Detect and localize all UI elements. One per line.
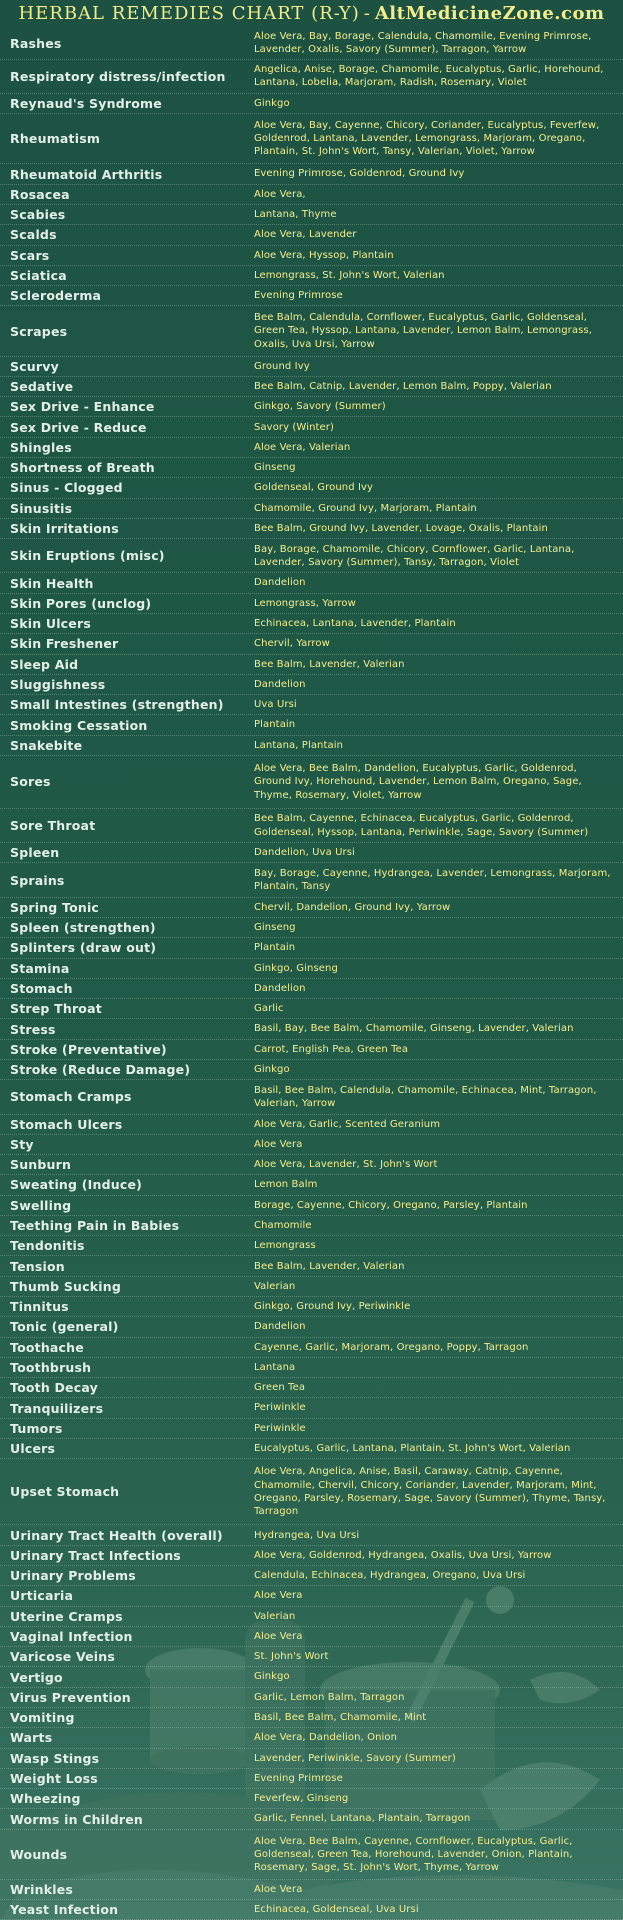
condition-name: Sex Drive - Reduce <box>10 419 147 435</box>
herb-list: Bee Balm, Lavender, Valerian <box>254 658 405 670</box>
herb-list: Lantana, Thyme <box>254 209 337 221</box>
herb-list: Bee Balm, Ground Ivy, Lavender, Lovage, Oxalis, Plantain <box>254 522 548 534</box>
herb-list: Basil, Bee Balm, Calendula, Chamomile, Echinacea, Mint, Tarragon, Valerian, Yarrow <box>254 1084 597 1109</box>
table-row <box>0 1155 623 1175</box>
herb-list: Plantain <box>254 719 296 731</box>
table-row <box>0 1277 623 1297</box>
table-row <box>0 377 623 397</box>
herb-list: Aloe Vera, <box>254 188 306 200</box>
herb-list: Ginkgo, Ground Ivy, Periwinkle <box>254 1301 411 1313</box>
herb-list: Garlic, Lemon Balm, Tarragon <box>254 1691 405 1703</box>
condition-name: Scars <box>10 247 50 263</box>
herb-list: Aloe Vera, Bay, Borage, Calendula, Chamomile, Evening Primrose, Lavender, Oxalis, Savory (Summer), Tarragon, Yarrow <box>254 31 592 56</box>
table-row <box>0 843 623 863</box>
condition-name: Urinary Problems <box>10 1568 136 1584</box>
herb-list: Chamomile <box>254 1219 312 1231</box>
herb-list: Cayenne, Garlic, Marjoram, Oregano, Poppy, Tarragon <box>254 1341 529 1353</box>
condition-name: Scalds <box>10 227 57 243</box>
table-row <box>0 1019 623 1039</box>
condition-name: Sinusitis <box>10 500 73 516</box>
herb-list: Aloe Vera <box>254 1630 303 1642</box>
table-row <box>0 478 623 498</box>
condition-name: Vomiting <box>10 1710 75 1726</box>
herb-list: Aloe Vera, Valerian <box>254 441 351 453</box>
table-row <box>0 1688 623 1708</box>
condition-name: Small Intestines (strengthen) <box>10 697 224 713</box>
herb-list: Dandelion <box>254 678 306 690</box>
herb-list: Garlic <box>254 1003 284 1015</box>
table-row <box>0 999 623 1019</box>
condition-name: Scurvy <box>10 358 59 374</box>
table-row <box>0 1080 623 1114</box>
herb-list: St. John's Wort <box>254 1651 329 1663</box>
condition-name: Sore Throat <box>10 818 96 834</box>
table-row <box>0 1546 623 1566</box>
condition-name: Rheumatoid Arthritis <box>10 166 163 182</box>
condition-name: Tension <box>10 1258 65 1274</box>
condition-name: Upset Stomach <box>10 1484 120 1500</box>
table-row <box>0 397 623 417</box>
table-row <box>0 918 623 938</box>
herb-list: Bee Balm, Cayenne, Echinacea, Eucalyptus, Garlic, Goldenrod, Goldenseal, Hyssop, Lantana, Periwinkle, Sage, Savory (Summer) <box>254 813 589 838</box>
table-row <box>0 959 623 979</box>
table-row <box>0 736 623 756</box>
herb-list: Calendula, Echinacea, Hydrangea, Oregano, Uva Ursi <box>254 1570 526 1582</box>
herb-list: Dandelion, Uva Ursi <box>254 847 355 859</box>
herb-list: Evening Primrose, Goldenrod, Ground Ivy <box>254 168 465 180</box>
herb-list: Angelica, Anise, Borage, Chamomile, Eucalyptus, Garlic, Horehound, Lantana, Lobelia, Marjoram, Radish, Rosemary, Violet <box>254 64 604 89</box>
table-row <box>0 246 623 266</box>
condition-name: Skin Freshener <box>10 636 119 652</box>
condition-name: Rheumatism <box>10 131 101 147</box>
condition-name: Scabies <box>10 207 66 223</box>
table-row <box>0 634 623 654</box>
condition-name: Urinary Tract Health (overall) <box>10 1527 223 1543</box>
table-row <box>0 1728 623 1748</box>
condition-name: Vertigo <box>10 1669 63 1685</box>
condition-name: Tumors <box>10 1420 63 1436</box>
condition-name: Wheezing <box>10 1791 81 1807</box>
condition-name: Varicose Veins <box>10 1649 116 1665</box>
herb-list: Dandelion <box>254 1321 306 1333</box>
table-row <box>0 1525 623 1545</box>
condition-name: Tinnitus <box>10 1299 69 1315</box>
condition-name: Skin Irritations <box>10 521 119 537</box>
herb-list: Goldenseal, Ground Ivy <box>254 482 374 494</box>
condition-name: Vaginal Infection <box>10 1629 133 1645</box>
condition-name: Snakebite <box>10 737 83 753</box>
table-row <box>0 1708 623 1728</box>
table-row <box>0 614 623 634</box>
table-row <box>0 594 623 614</box>
herb-list: Aloe Vera, Bee Balm, Cayenne, Cornflower, Eucalyptus, Garlic, Goldenseal, Green Tea, Horehound, Lavender, Onion, Plantain, Rosemary, Sage, St. John's Wort, Thyme, Yarrow <box>254 1835 573 1873</box>
herb-list: Bee Balm, Catnip, Lavender, Lemon Balm, Poppy, Valerian <box>254 380 552 392</box>
herb-list: Aloe Vera, Goldenrod, Hydrangea, Oxalis, Uva Ursi, Yarrow <box>254 1549 552 1561</box>
condition-name: Stamina <box>10 960 70 976</box>
table-row <box>0 1175 623 1195</box>
table-row <box>0 573 623 593</box>
herb-list: Bee Balm, Lavender, Valerian <box>254 1260 405 1272</box>
herb-list: Lavender, Periwinkle, Savory (Summer) <box>254 1752 456 1764</box>
condition-name: Smoking Cessation <box>10 717 148 733</box>
herb-list: Ginkgo <box>254 1064 290 1075</box>
condition-name: Skin Eruptions (misc) <box>10 548 165 564</box>
site-name: AltMedicineZone.com <box>374 3 605 24</box>
herb-list: Evening Primrose <box>254 1772 343 1784</box>
table-row <box>0 1566 623 1586</box>
table-row <box>0 1358 623 1378</box>
table-row <box>0 1378 623 1398</box>
herb-list: Echinacea, Lantana, Lavender, Plantain <box>254 618 456 629</box>
table-row <box>0 185 623 205</box>
herb-list: Aloe Vera, Garlic, Scented Geranium <box>254 1118 441 1130</box>
herb-list: Periwinkle <box>254 1422 306 1434</box>
herb-list: Lemongrass, St. John's Wort, Valerian <box>254 269 445 281</box>
table-row <box>0 499 623 519</box>
condition-name: Sluggishness <box>10 676 106 692</box>
condition-name: Uterine Cramps <box>10 1608 123 1624</box>
herb-list: Eucalyptus, Garlic, Lantana, Plantain, St. John's Wort, Valerian <box>254 1443 571 1455</box>
table-row <box>0 1586 623 1606</box>
condition-name: Sedative <box>10 379 74 395</box>
condition-name: Stroke (Reduce Damage) <box>10 1062 191 1078</box>
condition-name: Warts <box>10 1730 53 1746</box>
table-row <box>0 1236 623 1256</box>
condition-name: Tooth Decay <box>10 1380 98 1396</box>
table-row <box>0 1667 623 1687</box>
table-row <box>0 1256 623 1276</box>
condition-name: Skin Health <box>10 575 94 591</box>
condition-name: Weight Loss <box>10 1771 98 1786</box>
table-row <box>0 417 623 437</box>
table-row <box>0 809 623 843</box>
condition-name: Stroke (Preventative) <box>10 1041 167 1057</box>
condition-name: Spring Tonic <box>10 899 100 915</box>
condition-name: Skin Pores (unclog) <box>10 595 152 611</box>
herb-list: Ginseng <box>254 462 296 474</box>
condition-name: Teething Pain in Babies <box>10 1218 180 1234</box>
herb-list: Echinacea, Goldenseal, Uva Ursi <box>254 1904 419 1916</box>
condition-name: Urticaria <box>10 1588 74 1604</box>
herb-list: Chamomile, Ground Ivy, Marjoram, Plantain <box>254 502 477 514</box>
herb-list: Bay, Borage, Chamomile, Chicory, Cornflower, Garlic, Lantana, Lavender, Savory (Summer), Tansy, Tarragon, Violet <box>254 543 575 568</box>
table-row <box>0 114 623 164</box>
herb-list: Lemongrass <box>254 1240 316 1252</box>
condition-name: Sweating (Induce) <box>10 1177 143 1193</box>
table-row <box>0 519 623 539</box>
herb-list: Aloe Vera, Lavender <box>254 229 357 241</box>
condition-name: Sleep Aid <box>10 656 79 672</box>
herb-list: Bee Balm, Calendula, Cornflower, Eucalyptus, Garlic, Goldenseal, Green Tea, Hyssop, Lantana, Lavender, Lemon Balm, Lemongrass, Oxalis, Uva Ursi, Yarrow <box>254 312 592 350</box>
table-row <box>0 938 623 958</box>
table-row <box>0 1627 623 1647</box>
herb-list: Chervil, Yarrow <box>254 638 330 650</box>
condition-name: Worms in Children <box>10 1811 143 1827</box>
table-row <box>0 1439 623 1459</box>
table-row <box>0 1216 623 1236</box>
herb-list: Dandelion <box>254 577 306 589</box>
herb-list: Lantana, Plantain <box>254 739 344 751</box>
table-row <box>0 1060 623 1080</box>
herb-list: Lantana <box>254 1361 296 1373</box>
herb-list: Bay, Borage, Cayenne, Hydrangea, Lavender, Lemongrass, Marjoram, Plantain, Tansy <box>254 867 611 893</box>
table-row <box>0 898 623 918</box>
table-row <box>0 1398 623 1418</box>
condition-name: Stomach <box>10 980 73 996</box>
condition-name: Spleen <box>10 845 60 861</box>
table-row <box>0 1297 623 1317</box>
herb-list: Dandelion <box>254 982 306 994</box>
table-row <box>0 205 623 225</box>
herb-list: Feverfew, Ginseng <box>254 1793 349 1805</box>
table-row <box>0 1830 623 1880</box>
herb-list: Ginkgo <box>254 1671 290 1683</box>
condition-name: Skin Ulcers <box>10 616 91 632</box>
herb-list: Aloe Vera, Angelica, Anise, Basil, Caraway, Catnip, Cayenne, Chamomile, Chervil, Chicory, Coriander, Lavender, Marjoram, Mint, Oregano, Parsley, Rosemary, Sage, Savory (Summer), Thyme, Tansy, Tarragon <box>254 1466 606 1518</box>
table-row <box>0 357 623 377</box>
condition-name: Shortness of Breath <box>10 460 155 476</box>
table-row <box>0 756 623 809</box>
herb-list: Evening Primrose <box>254 290 343 302</box>
table-row <box>0 306 623 356</box>
condition-name: Splinters (draw out) <box>10 940 157 956</box>
herb-list: Ground Ivy <box>254 360 310 372</box>
table-row <box>0 539 623 573</box>
condition-name: Reynaud's Syndrome <box>10 96 162 112</box>
condition-name: Tendonitis <box>10 1238 85 1254</box>
title-separator: - <box>363 3 371 24</box>
remedy-table <box>0 28 623 1920</box>
table-row <box>0 28 623 60</box>
herb-list: Valerian <box>254 1280 296 1292</box>
herb-list: Basil, Bay, Bee Balm, Chamomile, Ginseng, Lavender, Valerian <box>254 1023 574 1035</box>
herb-list: Aloe Vera, Lavender, St. John's Wort <box>254 1159 438 1171</box>
herb-list: Aloe Vera, Dandelion, Onion <box>254 1732 398 1744</box>
condition-name: Swelling <box>10 1197 72 1213</box>
condition-name: Toothache <box>10 1339 84 1355</box>
herb-list: Aloe Vera <box>254 1590 303 1602</box>
herb-list: Ginkgo, Ginseng <box>254 962 338 974</box>
condition-name: Strep Throat <box>10 1001 102 1017</box>
condition-name: Tranquilizers <box>10 1400 104 1416</box>
chart-header <box>0 0 623 28</box>
herb-list: Garlic, Fennel, Lantana, Plantain, Tarragon <box>254 1813 471 1825</box>
table-row <box>0 286 623 306</box>
table-row <box>0 1338 623 1358</box>
condition-name: Scrapes <box>10 323 68 339</box>
condition-name: Wounds <box>10 1846 68 1862</box>
table-row <box>0 1317 623 1337</box>
condition-name: Sinus - Clogged <box>10 480 123 496</box>
condition-name: Wasp Stings <box>10 1750 100 1766</box>
herb-list: Aloe Vera <box>254 1883 303 1895</box>
table-row <box>0 1040 623 1060</box>
herb-list: Lemongrass, Yarrow <box>254 597 356 609</box>
table-row <box>0 1115 623 1135</box>
condition-name: Sciatica <box>10 267 67 283</box>
condition-name: Respiratory distress/infection <box>10 68 226 84</box>
condition-name: Ulcers <box>10 1441 56 1457</box>
table-row <box>0 675 623 695</box>
table-row <box>0 1789 623 1809</box>
table-row <box>0 94 623 114</box>
table-row <box>0 1419 623 1439</box>
table-row <box>0 164 623 184</box>
condition-name: Toothbrush <box>10 1360 92 1376</box>
table-row <box>0 1749 623 1769</box>
table-row <box>0 1769 623 1789</box>
table-row <box>0 715 623 735</box>
herb-list: Borage, Cayenne, Chicory, Oregano, Parsley, Plantain <box>254 1199 528 1211</box>
table-row <box>0 1900 623 1920</box>
condition-name: Sprains <box>10 872 65 888</box>
herb-list: Savory (Winter) <box>254 421 334 433</box>
herb-list: Hydrangea, Uva Ursi <box>254 1529 360 1541</box>
condition-name: Stomach Ulcers <box>10 1116 123 1132</box>
table-row <box>0 438 623 458</box>
table-row <box>0 863 623 897</box>
condition-name: Thumb Sucking <box>10 1278 122 1294</box>
table-row <box>0 1459 623 1525</box>
condition-name: Virus Prevention <box>10 1689 131 1705</box>
herb-list: Ginseng <box>254 922 296 934</box>
table-row <box>0 1809 623 1829</box>
table-row <box>0 1647 623 1667</box>
herb-list: Aloe Vera <box>254 1138 303 1150</box>
condition-name: Sex Drive - Enhance <box>10 399 155 415</box>
table-row <box>0 1607 623 1627</box>
herb-list: Periwinkle <box>254 1402 306 1414</box>
condition-name: Scleroderma <box>10 288 102 304</box>
herb-list: Chervil, Dandelion, Ground Ivy, Yarrow <box>254 901 451 913</box>
herb-list: Aloe Vera, Bay, Cayenne, Chicory, Coriander, Eucalyptus, Feverfew, Goldenrod, Lantana, Lavender, Lemongrass, Marjoram, Oregano, Plantain, St. John's Wort, Tansy, Valerian, Violet, Yarrow <box>254 120 600 158</box>
condition-name: Tonic (general) <box>10 1319 119 1335</box>
chart-title: HERBAL REMEDIES CHART (R-Y) <box>18 3 360 24</box>
herb-list: Green Tea <box>254 1382 306 1394</box>
herb-list: Valerian <box>254 1610 296 1622</box>
condition-name: Rosacea <box>10 186 70 202</box>
herb-list: Aloe Vera, Bee Balm, Dandelion, Eucalyptus, Garlic, Goldenrod, Ground Ivy, Horehound, Lavender, Lemon Balm, Oregano, Sage, Thyme, Rosemary, Violet, Yarrow <box>254 763 582 801</box>
herb-list: Basil, Bee Balm, Chamomile, Mint <box>254 1712 427 1724</box>
herb-list: Aloe Vera, Hyssop, Plantain <box>254 249 394 261</box>
table-row <box>0 695 623 715</box>
condition-name: Sunburn <box>10 1157 72 1173</box>
table-row <box>0 1135 623 1155</box>
table-row <box>0 458 623 478</box>
herb-list: Plantain <box>254 942 296 954</box>
condition-name: Sores <box>10 774 51 790</box>
condition-name: Sty <box>10 1136 34 1152</box>
table-row <box>0 266 623 286</box>
herb-list: Uva Ursi <box>254 699 297 711</box>
condition-name: Rashes <box>10 35 62 51</box>
herb-list: Ginkgo, Savory (Summer) <box>254 401 386 413</box>
table-row <box>0 1196 623 1216</box>
condition-name: Yeast Infection <box>10 1902 119 1918</box>
herb-list: Carrot, English Pea, Green Tea <box>254 1043 409 1055</box>
table-row <box>0 1880 623 1900</box>
condition-name: Spleen (strengthen) <box>10 920 156 936</box>
table-row <box>0 225 623 245</box>
table-row <box>0 60 623 94</box>
table-row <box>0 655 623 675</box>
condition-name: Stress <box>10 1021 56 1037</box>
condition-name: Wrinkles <box>10 1882 74 1898</box>
condition-name: Stomach Cramps <box>10 1089 132 1105</box>
herb-list: Ginkgo <box>254 97 290 109</box>
condition-name: Urinary Tract Infections <box>10 1547 181 1563</box>
condition-name: Shingles <box>10 439 72 455</box>
table-row <box>0 979 623 999</box>
herb-list: Lemon Balm <box>254 1179 318 1191</box>
